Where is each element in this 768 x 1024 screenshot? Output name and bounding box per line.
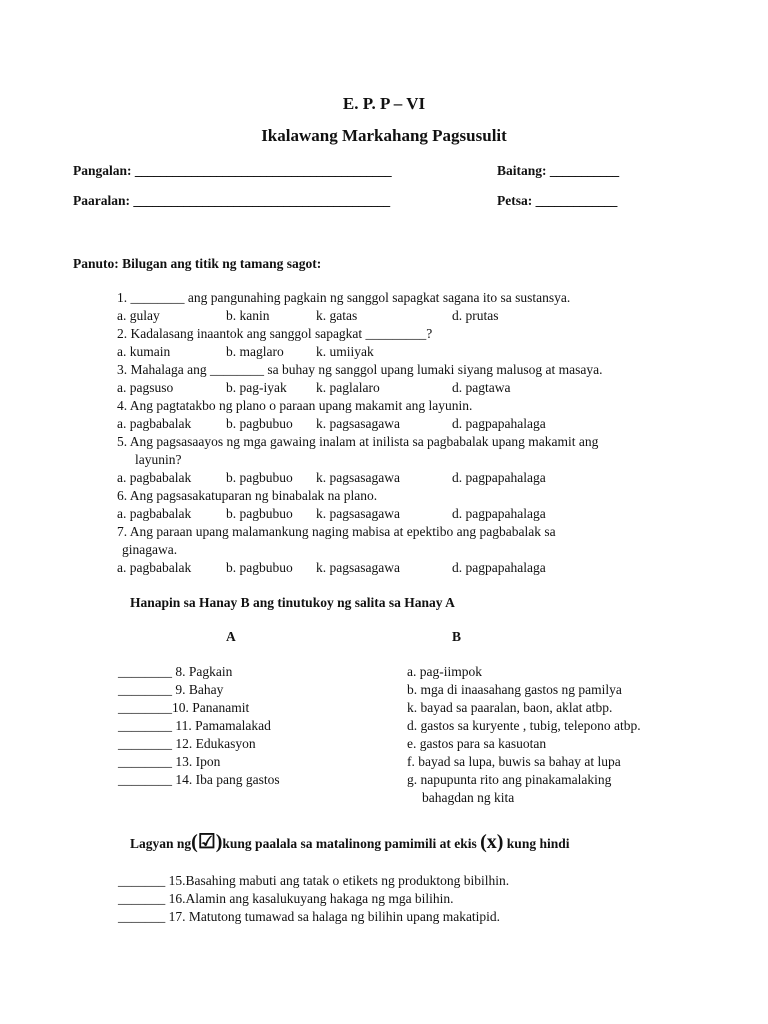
answer-option[interactable]: a. pagbabalak [117, 506, 192, 521]
name-line: _________________________________________ [134, 163, 392, 178]
column-b-item: a. pag-iimpok [407, 664, 482, 679]
checklist-item[interactable]: _______ 17. Matutong tumawad sa halaga ng bilihin upang makatipid. [118, 909, 501, 924]
answer-option[interactable]: k. paglalaro [316, 380, 380, 395]
school-field [73, 192, 390, 210]
answer-option[interactable]: a. pagbabalak [117, 416, 192, 431]
grade-label: Baitang: [497, 163, 547, 178]
answer-option[interactable]: a. gulay [117, 308, 160, 323]
page-subtitle: Ikalawang Markahang Pagsusulit [261, 126, 507, 145]
answer-option[interactable]: k. umiiyak [316, 344, 374, 359]
answer-option[interactable]: k. pagsasagawa [316, 560, 400, 575]
column-b-item: d. gastos sa kuryente , tubig, telepono atbp. [407, 718, 641, 733]
part1-instruction: Panuto: Bilugan ang titik ng tamang sagot: [73, 256, 322, 271]
question-text-continuation: ginagawa. [122, 542, 178, 557]
answer-option[interactable]: d. pagpapahalaga [452, 416, 546, 431]
date-line: _____________ [535, 193, 617, 208]
answer-option[interactable]: b. pag-iyak [226, 380, 287, 395]
column-a-item[interactable]: ________10. Pananamit [118, 700, 250, 715]
answer-option[interactable]: b. pagbubuo [226, 416, 293, 431]
checklist-item[interactable]: _______ 15.Basahing mabuti ang tatak o etikets ng produktong bibilhin. [118, 873, 510, 888]
part3-instruction-end: kung hindi [506, 836, 570, 851]
question-text: 7. Ang paraan upang malamankung naging mabisa at epektibo ang pagbabalak sa [117, 524, 556, 539]
date-label: Petsa: [497, 193, 533, 208]
school-label: Paaralan: [73, 193, 130, 208]
answer-option[interactable]: b. maglaro [226, 344, 284, 359]
column-a-item[interactable]: ________ 8. Pagkain [118, 664, 233, 679]
school-line: _________________________________________ [133, 193, 390, 208]
part3-instruction [130, 830, 569, 856]
question-text: 1. ________ ang pangunahing pagkain ng sanggol sapagkat sagana ito sa sustansya. [117, 290, 571, 305]
answer-option[interactable]: d. prutas [452, 308, 499, 323]
date-field [497, 192, 617, 210]
name-label: Pangalan: [73, 163, 132, 178]
question-text: 3. Mahalaga ang ________ sa buhay ng sanggol upang lumaki siyang malusog at masaya. [117, 362, 603, 377]
answer-option[interactable]: k. gatas [316, 308, 358, 323]
answer-option[interactable]: k. pagsasagawa [316, 506, 400, 521]
page-title: E. P. P – VI [342, 94, 426, 113]
answer-option[interactable]: a. pagsuso [117, 380, 174, 395]
part3-instruction-middle: kung paalala sa matalinong pamimili at ekis [222, 836, 477, 851]
column-b-item: k. bayad sa paaralan, baon, aklat atbp. [407, 700, 613, 715]
column-b-item: g. napupunta rito ang pinakamalaking [407, 772, 612, 787]
column-a-item[interactable]: ________ 13. Ipon [118, 754, 221, 769]
column-a-item[interactable]: ________ 11. Pamamalakad [118, 718, 271, 733]
name-field [73, 162, 391, 180]
grade-line: ___________ [549, 163, 619, 178]
answer-option[interactable]: d. pagpapahalaga [452, 560, 546, 575]
column-b-item: b. mga di inaasahang gastos ng pamilya [407, 682, 622, 697]
column-b-header: B [452, 629, 462, 644]
column-b-item: f. bayad sa lupa, buwis sa bahay at lupa [407, 754, 621, 769]
part2-instruction: Hanapin sa Hanay B ang tinutukoy ng salita sa Hanay A [130, 595, 455, 610]
column-a-item[interactable]: ________ 14. Iba pang gastos [118, 772, 280, 787]
column-b-item: e. gastos para sa kasuotan [407, 736, 547, 751]
answer-option[interactable]: d. pagpapahalaga [452, 470, 546, 485]
answer-option[interactable]: a. pagbabalak [117, 470, 192, 485]
x-mark-icon: (x) [480, 831, 504, 853]
answer-option[interactable]: b. pagbubuo [226, 560, 293, 575]
checkmark-icon: (☑) [191, 831, 223, 853]
answer-option[interactable]: d. pagpapahalaga [452, 506, 546, 521]
answer-option[interactable]: b. pagbubuo [226, 470, 293, 485]
answer-option[interactable]: b. pagbubuo [226, 506, 293, 521]
answer-option[interactable]: a. kumain [117, 344, 171, 359]
answer-option[interactable]: k. pagsasagawa [316, 416, 400, 431]
answer-option[interactable]: b. kanin [226, 308, 270, 323]
column-b-item-continuation: bahagdan ng kita [422, 790, 515, 805]
grade-field [497, 162, 619, 180]
answer-option[interactable]: k. pagsasagawa [316, 470, 400, 485]
column-a-header: A [226, 629, 236, 644]
part3-instruction-start: Lagyan ng [130, 836, 192, 851]
answer-option[interactable]: a. pagbabalak [117, 560, 192, 575]
checklist-item[interactable]: _______ 16.Alamin ang kasalukuyang hakaga ng mga bilihin. [118, 891, 454, 906]
question-text: 6. Ang pagsasakatuparan ng binabalak na plano. [117, 488, 378, 503]
question-text: 5. Ang pagsasaayos ng mga gawaing inalam at inilista sa pagbabalak upang makamit ang [117, 434, 599, 449]
question-text: 2. Kadalasang inaantok ang sanggol sapagkat _________? [117, 326, 433, 341]
column-a-item[interactable]: ________ 12. Edukasyon [118, 736, 256, 751]
column-a-item[interactable]: ________ 9. Bahay [118, 682, 224, 697]
question-text: 4. Ang pagtatakbo ng plano o paraan upang makamit ang layunin. [117, 398, 473, 413]
answer-option[interactable]: d. pagtawa [452, 380, 511, 395]
question-text-continuation: layunin? [135, 452, 182, 467]
